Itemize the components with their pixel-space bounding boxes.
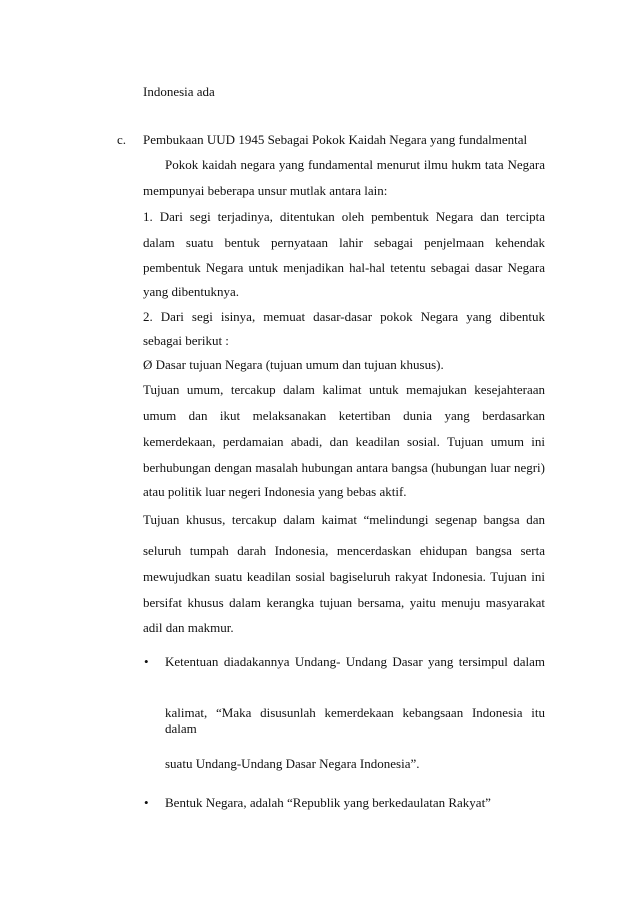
tujuan-khusus-line-1: Tujuan khusus, tercakup dalam kaimat “melindungi segenap bangsa dan [143, 512, 545, 527]
tujuan-umum-line-2: umum dan ikut melaksanakan ketertiban dunia yang berdasarkan [143, 408, 545, 423]
sub-heading-tujuan: Ø Dasar tujuan Negara (tujuan umum dan tujuan khusus). [143, 357, 444, 372]
item1-line-3: pembentuk Negara untuk menjadikan hal-hal tetentu sebagai dasar Negara [143, 260, 545, 275]
intro-line-2: mempunyai beberapa unsur mutlak antara lain: [143, 183, 388, 198]
item1-line-1: 1. Dari segi terjadinya, ditentukan oleh pembentuk Negara dan tercipta [143, 209, 545, 224]
bullet-marker-1: • [144, 654, 149, 669]
tujuan-umum-line-3: kemerdekaan, perdamaian abadi, dan keadilan sosial. Tujuan umum ini [143, 434, 545, 449]
item1-line-4: yang dibentuknya. [143, 284, 240, 299]
section-c-marker: c. [117, 132, 127, 147]
tujuan-khusus-line-5: adil dan makmur. [143, 620, 234, 635]
item2-line-1: 2. Dari segi isinya, memuat dasar-dasar pokok Negara yang dibentuk [143, 309, 545, 324]
section-c-heading: Pembukaan UUD 1945 Sebagai Pokok Kaidah Negara yang fundalmental [143, 132, 528, 147]
bullet1-line-1: Ketentuan diadakannya Undang- Undang Dasar yang tersimpul dalam [165, 654, 545, 669]
tujuan-umum-line-1: Tujuan umum, tercakup dalam kalimat untuk memajukan kesejahteraan [143, 382, 545, 397]
intro-line-1: Pokok kaidah negara yang fundamental menurut ilmu hukm tata Negara [165, 157, 545, 172]
tujuan-umum-line-4: berhubungan dengan masalah hubungan antara bangsa (hubungan luar negri) [143, 460, 545, 475]
tujuan-khusus-line-3: mewujudkan suatu keadilan sosial bagiseluruh rakyat Indonesia. Tujuan ini [143, 569, 545, 584]
bullet1-line-2: kalimat, “Maka disusunlah kemerdekaan kebangsaan Indonesia itu dalam [165, 705, 545, 736]
tujuan-khusus-line-2: seluruh tumpah darah Indonesia, mencerdaskan ehidupan bangsa serta [143, 543, 545, 558]
bullet2-line-1: Bentuk Negara, adalah “Republik yang berkedaulatan Rakyat” [165, 795, 491, 810]
tujuan-umum-line-5: atau politik luar negeri Indonesia yang bebas aktif. [143, 484, 407, 499]
tujuan-khusus-line-4: bersifat khusus dalam kerangka tujuan bersama, yaitu menuju masyarakat [143, 595, 545, 610]
bullet1-line-3: suatu Undang-Undang Dasar Negara Indonesia”. [165, 756, 420, 771]
top-fragment: Indonesia ada [143, 84, 215, 99]
item2-line-2: sebagai berikut : [143, 333, 229, 348]
item1-line-2: dalam suatu bentuk pernyataan lahir sebagai penjelmaan kehendak [143, 235, 545, 250]
bullet-marker-2: • [144, 795, 149, 810]
